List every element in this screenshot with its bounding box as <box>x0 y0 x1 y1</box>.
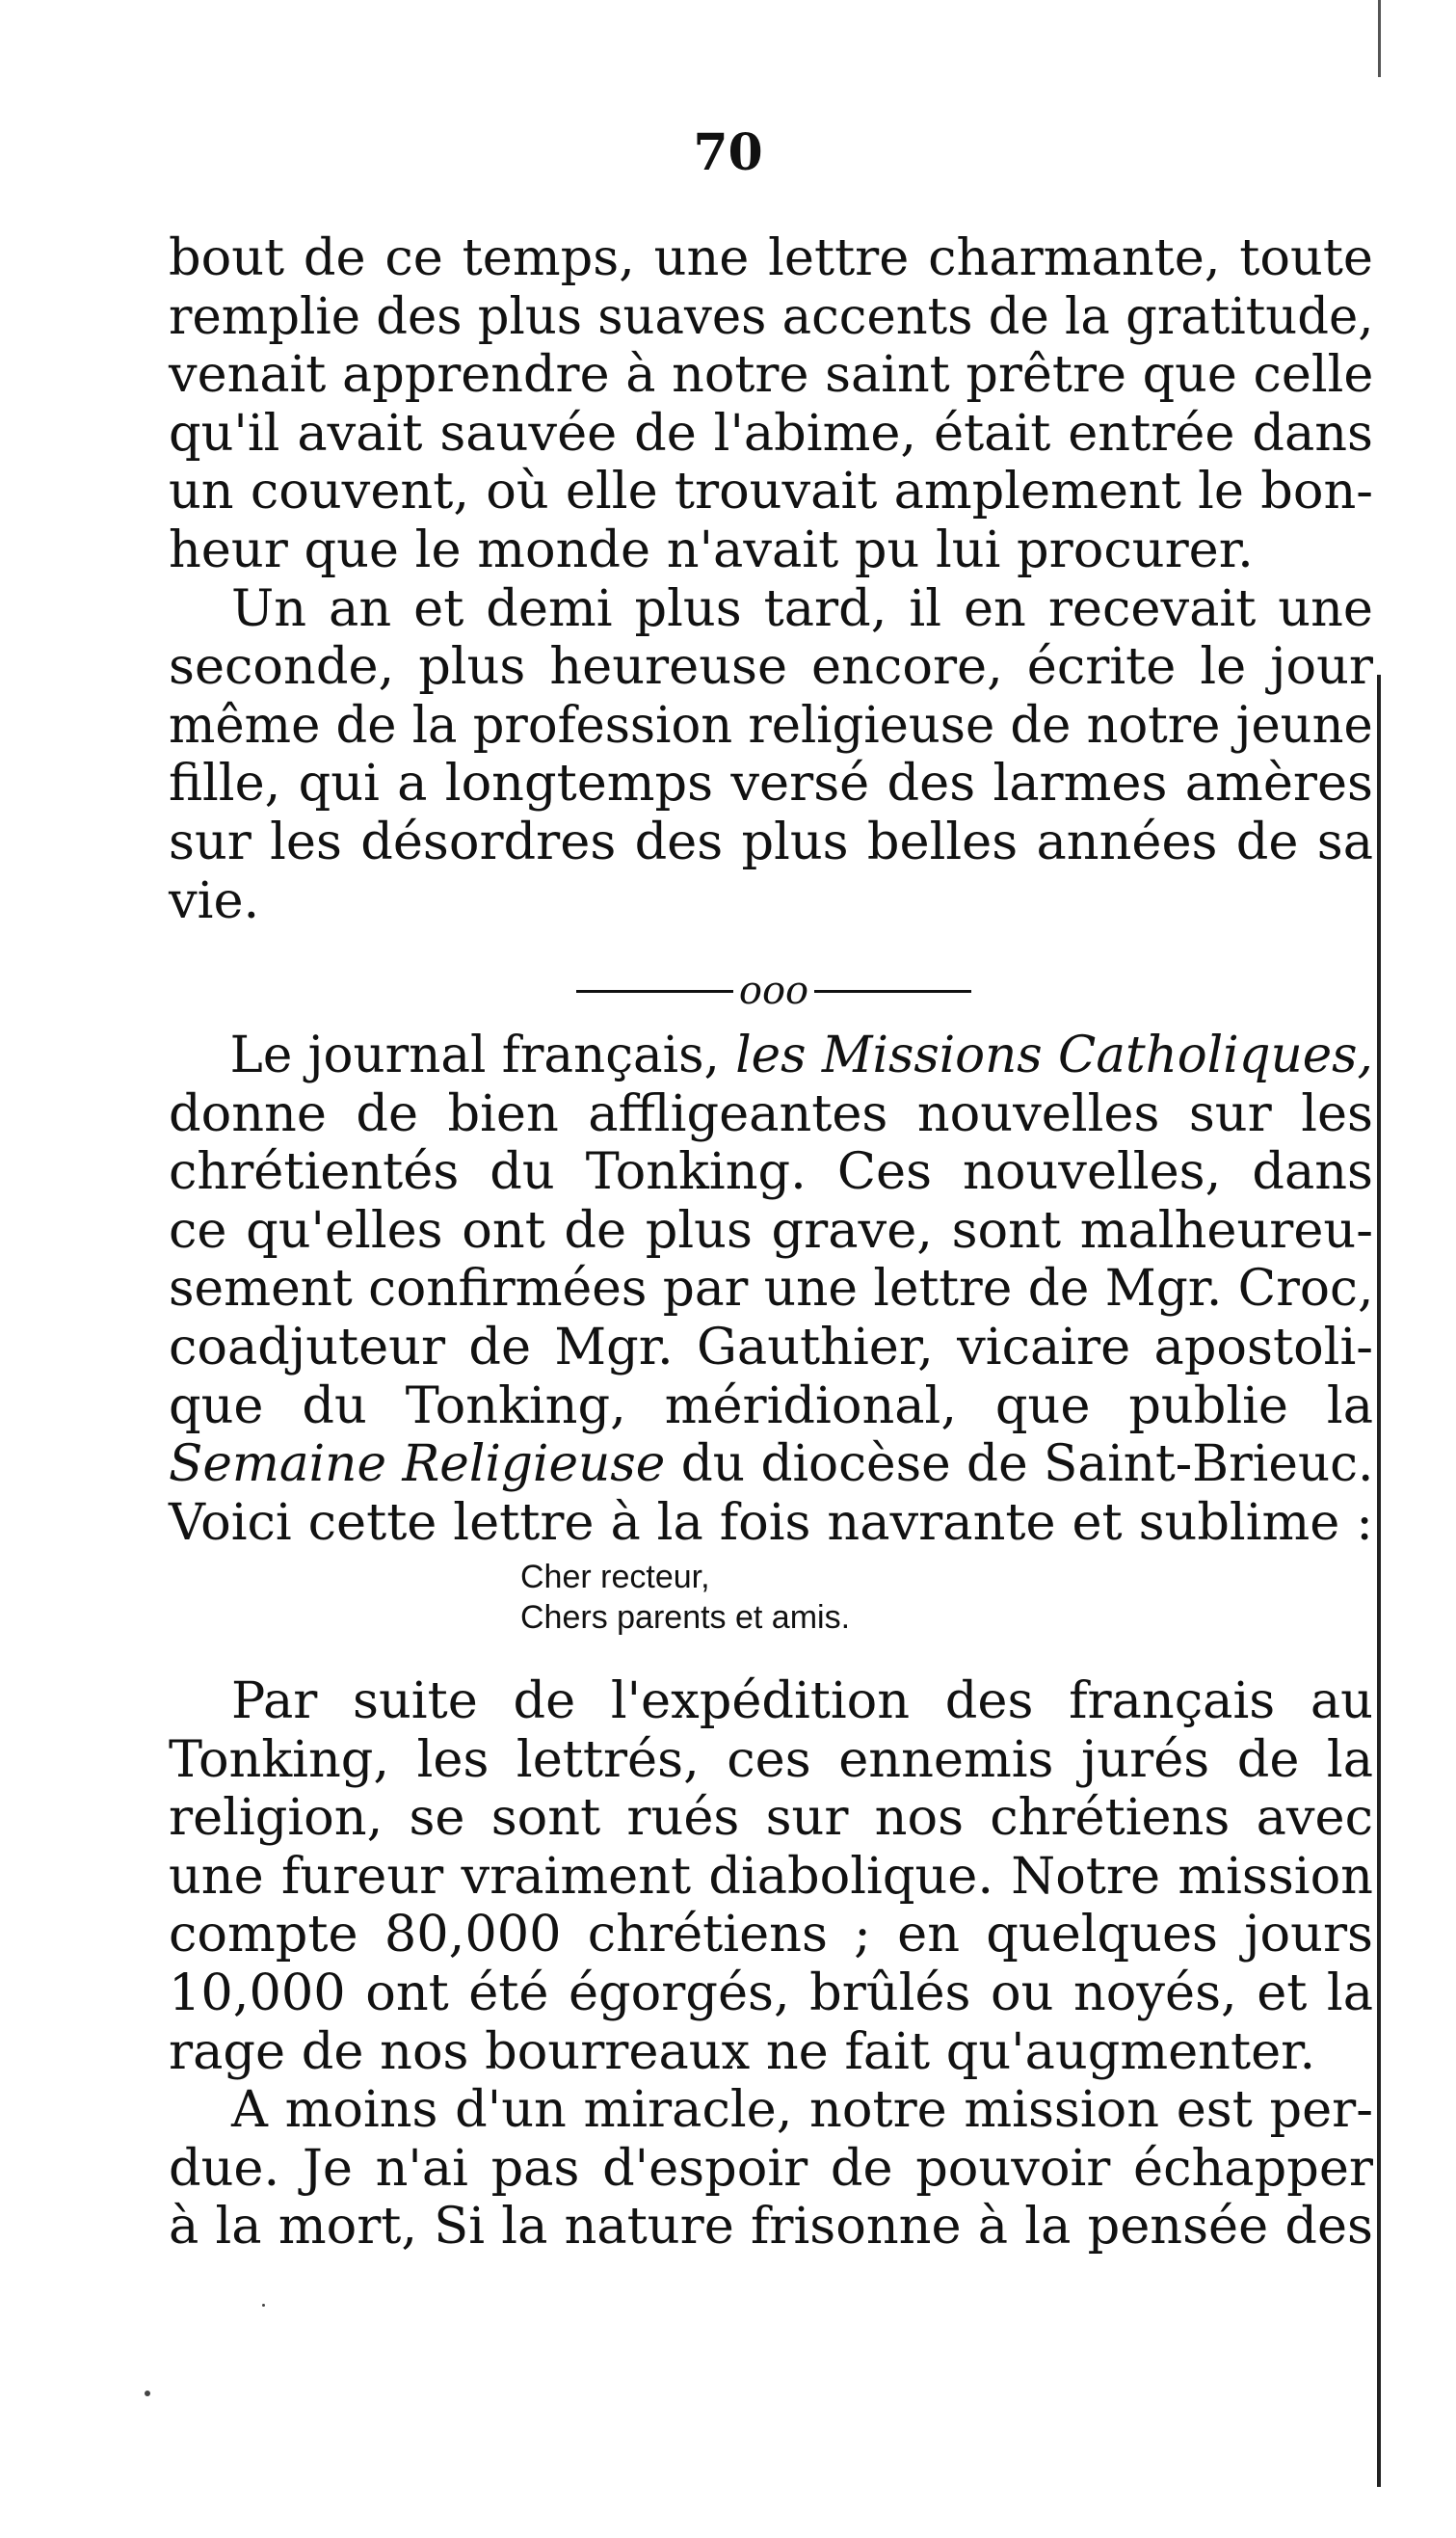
text-line: fille, qui a longtemps versé des larmes amères <box>169 754 1373 814</box>
text-line: venait apprendre à notre saint prêtre que celle <box>169 345 1374 405</box>
separator-text: ooo <box>738 969 809 1013</box>
greeting-line: Cher recteur, <box>520 1559 710 1595</box>
text-line: A moins d'un miracle, notre mission est per- <box>231 2080 1373 2140</box>
text-line: que du Tonking, méridional, que publie la <box>169 1376 1373 1435</box>
text-line: même de la profession religieuse de notre jeune <box>169 695 1373 755</box>
journal-title: les Missions Catholiques, <box>735 1026 1373 1084</box>
text-line: vie. <box>169 870 260 930</box>
text-line: à la mort, Si la nature frisonne à la pensée des <box>169 2197 1373 2257</box>
text-line: bout de ce temps, une lettre charmante, toute <box>169 228 1373 287</box>
text-line: religion, se sont rués sur nos chrétiens avec <box>169 1788 1373 1848</box>
text-line: Voici cette lettre à la fois navrante et sublime : <box>169 1492 1373 1552</box>
publication-title: Semaine Religieuse <box>169 1434 666 1494</box>
text-line: chrétientés du Tonking. Ces nouvelles, dans <box>169 1142 1373 1202</box>
text-segment: du diocèse de Saint-Brieuc. <box>665 1434 1374 1494</box>
text-line: compte 80,000 chrétiens ; en quelques jours <box>169 1905 1373 1964</box>
scan-speck <box>262 2304 265 2307</box>
scan-speck <box>145 2391 150 2396</box>
separator-rule <box>814 990 971 993</box>
text-line: Tonking, les lettrés, ces ennemis jurés de la <box>169 1729 1373 1789</box>
text-line: Un an et demi plus tard, il en recevait une <box>231 578 1373 638</box>
paragraph-block-1 <box>169 229 1373 930</box>
text-line: Par suite de l'expédition des français au <box>231 1671 1373 1730</box>
text-line: 10,000 ont été égorgés, brûlés ou noyés, et la <box>169 1963 1373 2022</box>
text-line: remplie des plus suaves accents de la gratitude, <box>169 286 1374 346</box>
text-line: un couvent, où elle trouvait amplement le bon- <box>169 462 1373 521</box>
greeting-line: Chers parents et amis. <box>520 1599 851 1636</box>
text-line: donne de bien affligeantes nouvelles sur les <box>169 1083 1373 1143</box>
text-line: sement confirmées par une lettre de Mgr. Croc, <box>169 1259 1374 1319</box>
text-line <box>169 1434 1374 1494</box>
text-line: une fureur vraiment diabolique. Notre mission <box>169 1846 1373 1906</box>
paragraph-block-2 <box>169 1027 1373 1552</box>
page-number: 70 <box>693 123 763 182</box>
text-line: due. Je n'ai pas d'espoir de pouvoir échapper <box>169 2138 1373 2198</box>
separator-rule <box>576 990 733 993</box>
text-line: qu'il avait sauvée de l'abime, était entrée dans <box>169 403 1373 463</box>
text-line: sur les désordres des plus belles années de sa <box>169 812 1373 871</box>
text-line: rage de nos bourreaux ne fait qu'augmenter. <box>169 2021 1316 2081</box>
scan-edge-mark <box>1378 0 1381 77</box>
paragraph-block-3 <box>169 1672 1373 2257</box>
text-line: ce qu'elles ont de plus grave, sont malheureu- <box>169 1200 1373 1260</box>
text-line <box>169 1026 1373 1085</box>
text-line: heur que le monde n'avait pu lui procurer. <box>169 520 1254 579</box>
letter-greeting <box>520 1557 850 1638</box>
text-segment: Le journal français, <box>229 1026 736 1084</box>
text-line: seconde, plus heureuse encore, écrite le jour <box>169 637 1373 697</box>
text-line: coadjuteur de Mgr. Gauthier, vicaire apostoli- <box>169 1317 1373 1376</box>
page-edge-border <box>1377 675 1381 2487</box>
section-separator <box>576 969 971 1013</box>
